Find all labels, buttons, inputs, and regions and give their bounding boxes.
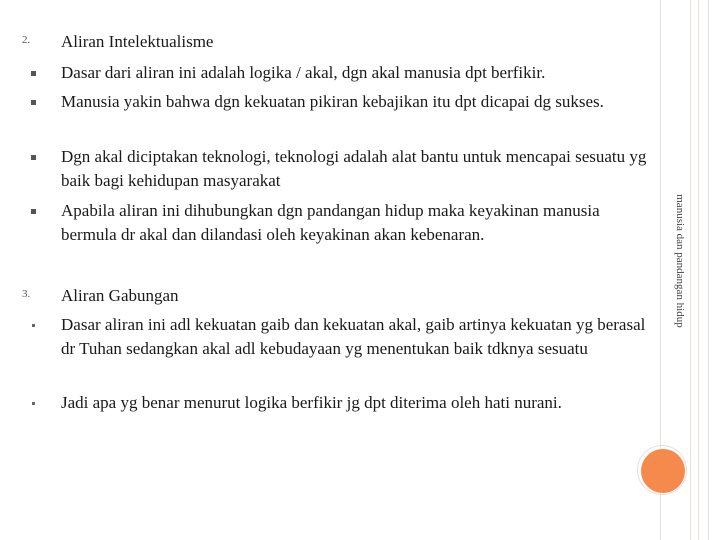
- decorative-circle-icon: [641, 449, 685, 493]
- bullet-text: Manusia yakin bahwa dgn kekuatan pikiran kebajikan itu dpt dicapai dg sukses.: [61, 92, 604, 111]
- bullet-text: Dgn akal diciptakan teknologi, teknologi adalah alat bantu untuk mencapai sesuatu yg baik bagi kehidupan masyarakat: [61, 147, 647, 190]
- list-number: 3.: [22, 288, 31, 300]
- bullet-text: Jadi apa yg benar menurut logika berfikir jg dpt diterima oleh hati nurani.: [61, 393, 562, 412]
- bullet-text: Apabila aliran ini dihubungkan dgn pandangan hidup maka keyakinan manusia bermula dr akal dan dilandasi oleh keyakinan akan kebenaran.: [61, 201, 600, 244]
- list-number: 2.: [22, 34, 31, 46]
- divider-line: [690, 0, 691, 540]
- bullet-text: Dasar aliran ini adl kekuatan gaib dan kekuatan akal, gaib artinya kekuatan yg berasal dr Tuhan sedangkan akal adl kebudayaan yg menentukan baik tdknya sesuatu: [61, 315, 646, 358]
- heading-intelektualisme: Aliran Intelektualisme: [61, 32, 214, 51]
- divider-line: [708, 0, 709, 540]
- divider-line: [698, 0, 699, 540]
- heading-gabungan: Aliran Gabungan: [61, 286, 179, 305]
- side-caption: manusia dan pandangan hidup: [674, 194, 686, 328]
- bullet-text: Dasar dari aliran ini adalah logika / akal, dgn akal manusia dpt berfikir.: [61, 63, 546, 82]
